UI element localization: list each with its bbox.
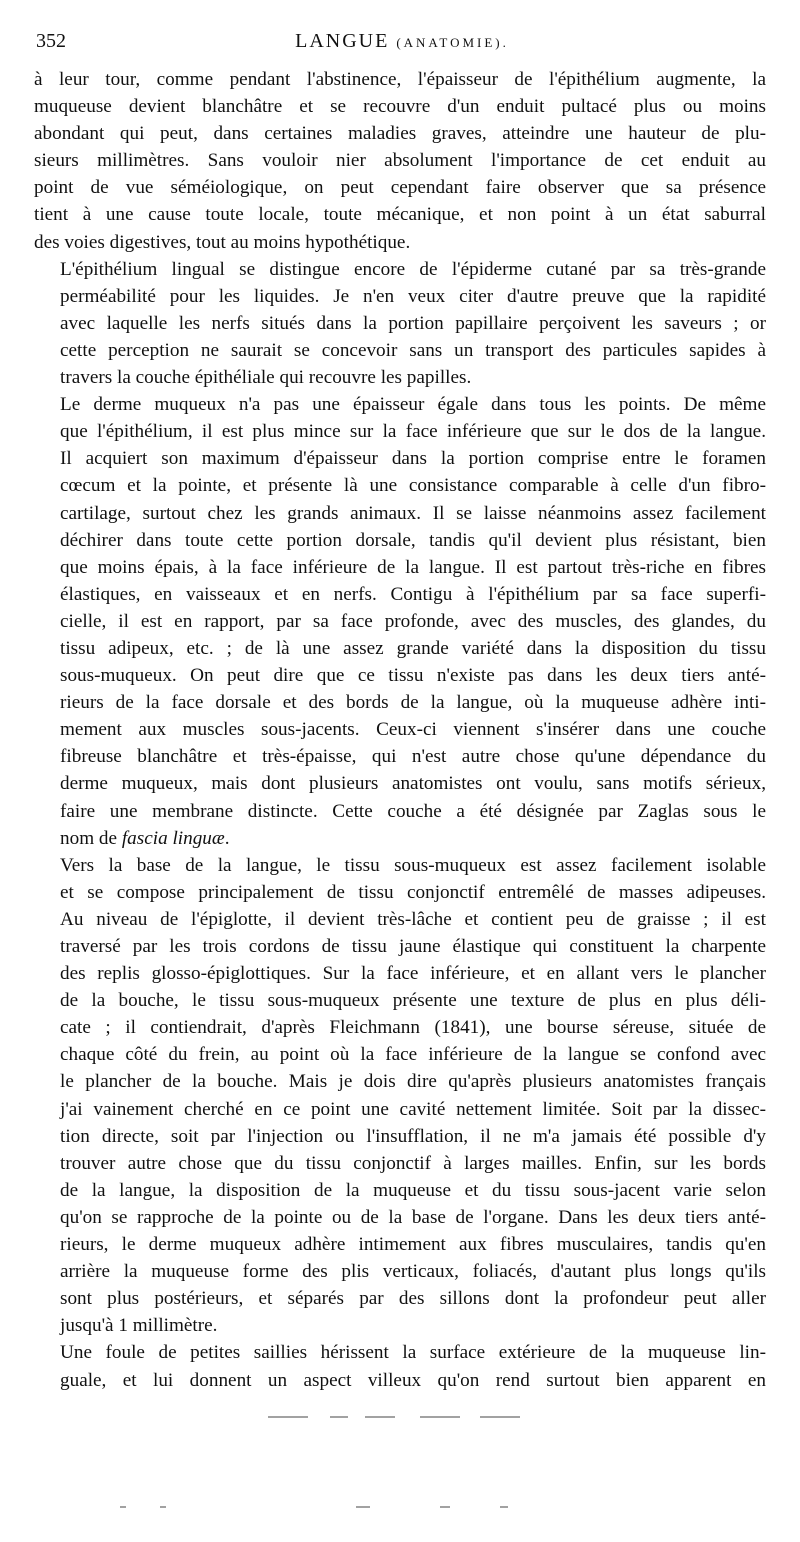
text-line: Il acquiert son maximum d'épaisseur dans la portion comprise entre le foramen — [60, 448, 766, 470]
text-line: tion directe, soit par l'injection ou l'insufflation, il ne m'a jamais été possible d'y — [60, 1125, 766, 1147]
paragraph — [34, 852, 766, 1340]
text-line: chaque côté du frein, au point où la face inférieure de la langue se confond avec — [60, 1044, 766, 1066]
body-text — [34, 66, 766, 1394]
text-line: que l'épithélium, il est plus mince sur la face inférieure que sur le dos de la langue. — [60, 421, 766, 443]
text-line: déchirer dans toute cette portion dorsale, tandis qu'il devient plus résistant, bien — [60, 529, 766, 551]
text-line: traversé par les trois cordons de tissu jaune élastique qui constituent la charpente — [60, 936, 766, 957]
text-line: L'épithélium lingual se distingue encore de l'épiderme cutané par sa très-grande — [60, 258, 766, 280]
running-title-sub: (ANATOMIE). — [396, 35, 509, 50]
text-line: cœcum et la pointe, et présente là une consistance comparable à celle d'un fibro- — [60, 475, 766, 497]
page-header — [36, 30, 768, 58]
text-line: sieurs millimètres. Sans vouloir nier absolument l'importance de cet enduit au — [34, 150, 766, 172]
text-line: cielle, il est en rapport, par sa face profonde, avec des muscles, des glandes, du — [60, 610, 766, 632]
italic-term: fascia linguæ — [121, 827, 225, 849]
text-line: fibreuse blanchâtre et très-épaisse, qui n'est autre chose qu'une dépendance du — [60, 746, 766, 768]
running-title — [36, 30, 768, 53]
text-line: travers la couche épithéliale qui recouvre les papilles. — [60, 367, 472, 389]
text-line: tissu adipeux, etc. ; de là une assez grande variété dans la disposition du tissu — [60, 637, 766, 659]
text-line: le plancher de la bouche. Mais je dois dire qu'après plusieurs anatomistes français — [60, 1071, 766, 1093]
text-line: cartilage, surtout chez les grands animaux. Il se laisse néanmoins assez facilement — [60, 502, 766, 524]
text-line: faire une membrane distincte. Cette couche a été désignée par Zaglas sous le — [60, 800, 766, 822]
text-line: cate ; il contiendrait, d'après Fleichmann (1841), une bourse séreuse, située de — [60, 1017, 766, 1039]
text-line: point de vue séméiologique, on peut cependant faire observer que sa présence — [34, 177, 766, 199]
paragraph — [34, 1339, 766, 1393]
text-line — [34, 825, 766, 852]
text-line: muqueuse devient blanchâtre et se recouvre d'un enduit pultacé plus ou moins — [34, 96, 766, 118]
scan-artifact — [0, 1504, 800, 1510]
text-line: Vers la base de la langue, le tissu sous-muqueux est assez facilement isolable — [60, 854, 766, 876]
text-fragment: nom de — [60, 827, 122, 849]
text-line: sont plus postérieurs, et séparés par des sillons dont la profondeur peut aller — [60, 1288, 766, 1310]
text-line: de la bouche, le tissu sous-muqueux présente une texture de plus en plus déli- — [60, 990, 766, 1012]
text-line: perméabilité pour les liquides. Je n'en veux citer d'autre preuve que la rapidité — [60, 285, 766, 307]
text-line: trouver autre chose que du tissu conjonctif à larges mailles. Enfin, sur les bords — [60, 1152, 766, 1174]
text-line: cette perception ne saurait se concevoir sans un transport des particules sapides à — [60, 339, 766, 361]
text-line: Le derme muqueux n'a pas une épaisseur égale dans tous les points. De même — [60, 394, 766, 416]
text-line: qu'on se rapproche de la pointe ou de la base de l'organe. Dans les deux tiers anté- — [60, 1206, 766, 1228]
text-line: rieurs de la face dorsale et des bords de la langue, où la muqueuse adhère inti- — [60, 692, 766, 714]
running-title-main: LANGUE — [295, 30, 390, 52]
text-line: des voies digestives, tout au moins hypothétique. — [34, 231, 411, 253]
text-line: que moins épais, à la face inférieure de la langue. Il est partout très-riche en fibres — [60, 556, 766, 578]
text-line: mement aux muscles sous-jacents. Ceux-ci viennent s'insérer dans une couche — [60, 719, 766, 741]
text-line: à leur tour, comme pendant l'abstinence, l'épaisseur de l'épithélium augmente, la — [34, 69, 766, 90]
paragraph — [34, 256, 766, 391]
text-line: jusqu'à 1 millimètre. — [60, 1315, 218, 1337]
text-line: Une foule de petites saillies hérissent la surface extérieure de la muqueuse lin- — [60, 1342, 766, 1364]
scan-artifact — [0, 1414, 800, 1420]
text-line: tient à une cause toute locale, toute mécanique, et non point à un état saburral — [34, 204, 766, 226]
text-line: arrière la muqueuse forme des plis verticaux, foliacés, d'autant plus longs qu'ils — [60, 1261, 766, 1283]
text-line: de la langue, la disposition de la muqueuse et du tissu sous-jacent varie selon — [60, 1179, 766, 1201]
text-fragment: . — [224, 827, 230, 849]
text-line: avec laquelle les nerfs situés dans la portion papillaire perçoivent les saveurs ; or — [60, 312, 766, 334]
paragraph — [34, 391, 766, 852]
text-line: abondant qui peut, dans certaines maladies graves, atteindre une hauteur de plu- — [34, 123, 766, 145]
text-line: guale, et lui donnent un aspect villeux qu'on rend surtout bien apparent en — [60, 1369, 766, 1391]
text-line: Au niveau de l'épiglotte, il devient très-lâche et contient peu de graisse ; il est — [60, 908, 766, 930]
text-line: rieurs, le derme muqueux adhère intimement aux fibres musculaires, tandis qu'en — [60, 1234, 766, 1256]
text-line: j'ai vainement cherché en ce point une cavité nettement limitée. Soit par la dissec- — [60, 1098, 766, 1120]
page-number: 352 — [36, 30, 66, 52]
text-line: derme muqueux, mais dont plusieurs anatomistes ont voulu, sans motifs sérieux, — [60, 773, 766, 795]
text-line: sous-muqueux. On peut dire que ce tissu n'existe pas dans les deux tiers anté- — [60, 665, 766, 687]
text-line: des replis glosso-épiglottiques. Sur la face inférieure, et en allant vers le plancher — [60, 963, 766, 985]
text-line: et se compose principalement de tissu conjonctif entremêlé de masses adipeuses. — [60, 881, 766, 903]
paragraph — [34, 66, 766, 256]
text-line: élastiques, en vaisseaux et en nerfs. Contigu à l'épithélium par sa face superfi- — [60, 583, 766, 605]
